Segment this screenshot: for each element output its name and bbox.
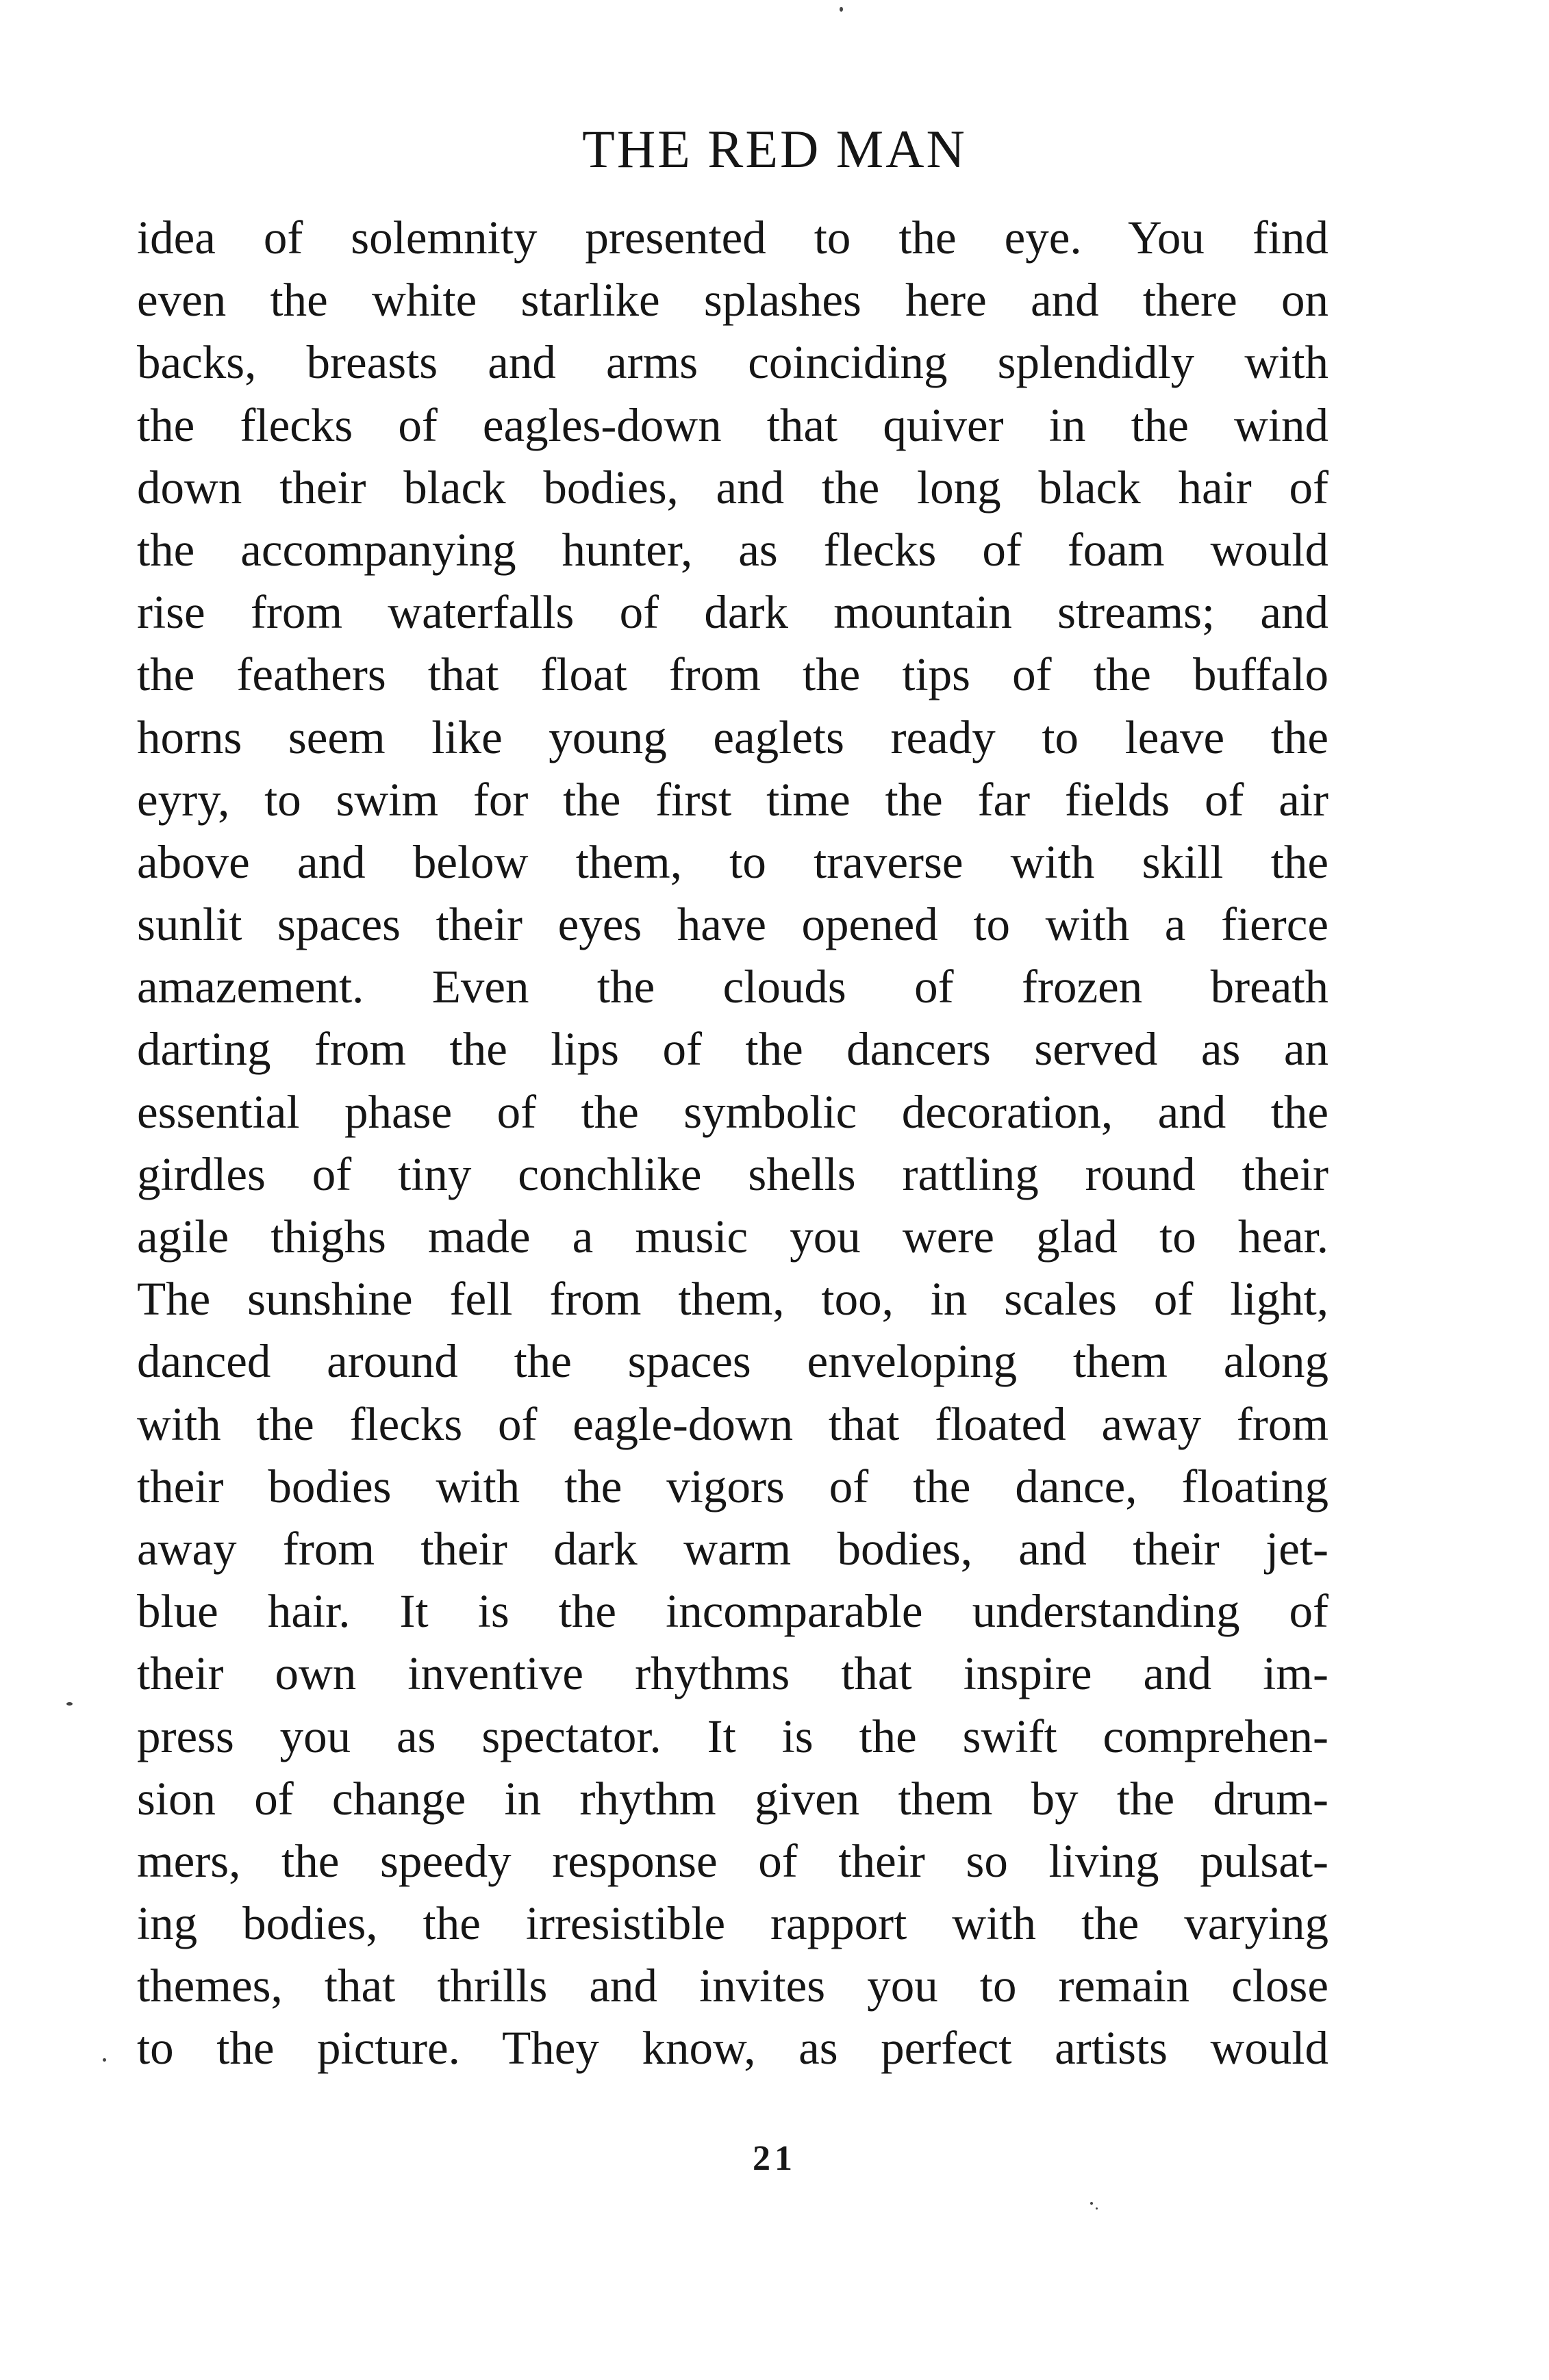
text-line: down their black bodies, and the long black hair of	[137, 461, 1328, 514]
text-line: rise from waterfalls of dark mountain streams; and	[137, 586, 1328, 639]
running-title: THE RED MAN	[582, 119, 967, 179]
scan-speck	[66, 1702, 73, 1706]
text-line: essential phase of the symbolic decoration, and the	[137, 1085, 1328, 1138]
text-line: amazement. Even the clouds of frozen breath	[137, 961, 1328, 1013]
text-line: horns seem like young eaglets ready to leave the	[137, 711, 1328, 763]
text-line: even the white starlike splashes here and there on	[137, 274, 1328, 327]
text-line: with the flecks of eagle-down that floated away from	[137, 1397, 1328, 1450]
text-line: sion of change in rhythm given them by the drum-	[137, 1772, 1328, 1825]
scan-speck	[840, 7, 843, 12]
text-line: their own inventive rhythms that inspire and im-	[137, 1647, 1328, 1700]
scan-speck	[1090, 2202, 1093, 2205]
text-line: away from their dark warm bodies, and their jet-	[137, 1522, 1328, 1575]
text-line: girdles of tiny conchlike shells rattling round their	[137, 1148, 1328, 1200]
text-line: blue hair. It is the incomparable understanding of	[137, 1585, 1328, 1638]
text-line: The sunshine fell from them, too, in scales of light,	[137, 1273, 1328, 1326]
text-line: their bodies with the vigors of the dance, floating	[137, 1460, 1328, 1512]
text-line: sunlit spaces their eyes have opened to with a fierce	[137, 898, 1328, 951]
text-line: themes, that thrills and invites you to remain close	[137, 1960, 1328, 2012]
text-line: mers, the speedy response of their so living pulsat-	[137, 1834, 1328, 1887]
text-line: press you as spectator. It is the swift comprehen-	[137, 1710, 1328, 1762]
scan-speck	[1096, 2207, 1098, 2210]
text-line: above and below them, to traverse with skill the	[137, 835, 1328, 888]
text-line: idea of solemnity presented to the eye. You find	[137, 212, 1328, 264]
text-line: eyry, to swim for the first time the far fields of air	[137, 773, 1328, 826]
text-line: agile thighs made a music you were glad to hear.	[137, 1211, 1328, 1263]
text-line: backs, breasts and arms coinciding splendidly with	[137, 336, 1328, 389]
text-line: danced around the spaces enveloping them along	[137, 1335, 1328, 1388]
scan-speck	[103, 2058, 106, 2062]
text-line: the feathers that float from the tips of the buffalo	[137, 648, 1328, 701]
text-line: the flecks of eagles-down that quiver in the wind	[137, 398, 1328, 451]
text-line: to the picture. They know, as perfect artists would	[137, 2022, 1328, 2075]
text-line: the accompanying hunter, as flecks of foam would	[137, 523, 1328, 576]
page-number: 21	[753, 2139, 796, 2178]
text-line: darting from the lips of the dancers served as an	[137, 1023, 1328, 1076]
body-text	[137, 207, 1328, 2080]
text-line: ing bodies, the irresistible rapport with the varying	[137, 1897, 1328, 1950]
